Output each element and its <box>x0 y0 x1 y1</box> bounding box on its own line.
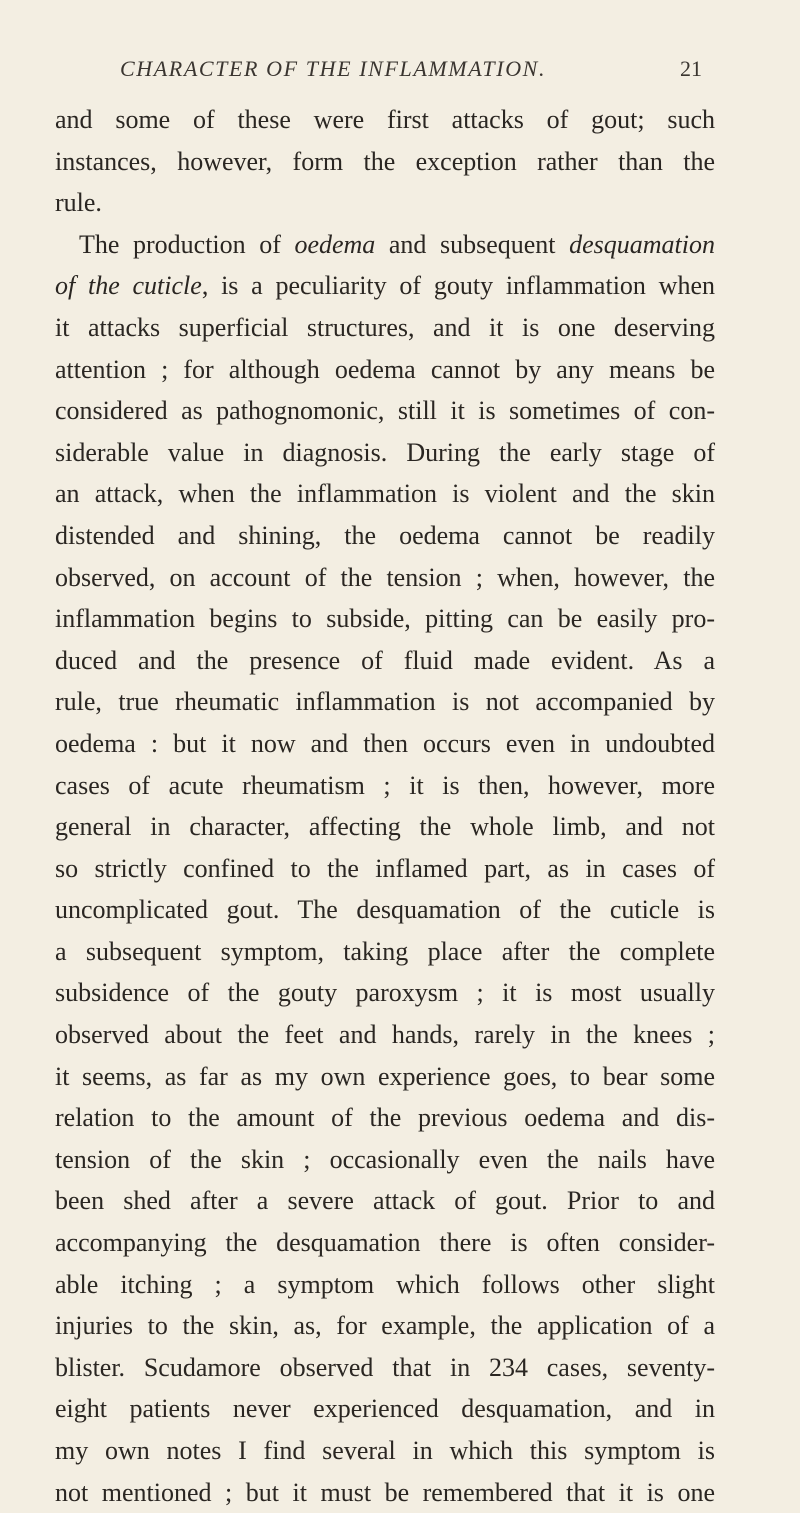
text-line: my own notes I find several in which this symptom is <box>55 1436 715 1465</box>
text-line: distended and shining, the oedema cannot be readily <box>55 520 715 550</box>
text-line: it attacks superficial structures, and it is one deserving <box>55 312 715 342</box>
text-line: observed about the feet and hands, rarely in the knees ; <box>55 1020 715 1050</box>
text-line: relation to the amount of the previous oedema and dis- <box>55 1103 715 1133</box>
page-number: 21 <box>680 56 702 81</box>
text-line: a subsequent symptom, taking place after the complete <box>55 936 715 966</box>
text-line: uncomplicated gout. The desquamation of the cuticle is <box>55 895 715 925</box>
text-line: attention ; for although oedema cannot by any means be <box>55 354 715 384</box>
text-line: observed, on account of the tension ; when, however, the <box>55 562 715 592</box>
text-line: it seems, as far as my own experience goes, to bear some <box>55 1061 715 1091</box>
text-line: not mentioned ; but it must be remembered that it is one <box>55 1477 715 1507</box>
text-line: and some of these were first attacks of gout; such <box>55 105 715 134</box>
text-line: considered as pathognomonic, still it is sometimes of con- <box>55 396 715 426</box>
text-line <box>55 265 715 307</box>
text-line <box>55 224 715 266</box>
text-line: oedema : but it now and then occurs even in undoubted <box>55 728 715 758</box>
text-line: injuries to the skin, as, for example, the application of a <box>55 1311 715 1341</box>
text-run: The production of <box>79 229 295 259</box>
text-line: cases of acute rheumatism ; it is then, however, more <box>55 770 715 800</box>
text-line: duced and the presence of fluid made evident. As a <box>55 645 715 675</box>
text-run: and subsequent <box>375 229 570 259</box>
text-run: , is a peculiarity of gouty inflammation when <box>201 271 715 301</box>
text-line: an attack, when the inflammation is violent and the skin <box>55 479 715 509</box>
text-line: general in character, affecting the whole limb, and not <box>55 812 715 842</box>
text-line: subsidence of the gouty paroxysm ; it is most usually <box>55 978 715 1008</box>
running-title: CHARACTER OF THE INFLAMMATION. <box>120 56 547 81</box>
text-line: blister. Scudamore observed that in 234 cases, seventy- <box>55 1352 715 1382</box>
text-line: inflammation begins to subside, pitting can be easily pro- <box>55 604 715 634</box>
text-line: rule. <box>55 188 102 218</box>
text-line: tension of the skin ; occasionally even the nails have <box>55 1144 715 1174</box>
text-line: instances, however, form the exception rather than the <box>55 146 715 176</box>
text-line: able itching ; a symptom which follows other slight <box>55 1269 715 1299</box>
text-line: eight patients never experienced desquamation, and in <box>55 1394 715 1424</box>
italic-term: of the cuticle <box>55 271 202 301</box>
italic-term: desquamation <box>569 229 715 259</box>
text-line: siderable value in diagnosis. During the early stage of <box>55 437 715 467</box>
italic-term: oedema <box>294 229 376 259</box>
text-line: been shed after a severe attack of gout. Prior to and <box>55 1186 715 1216</box>
text-line: so strictly confined to the inflamed part, as in cases of <box>55 853 715 883</box>
text-line: accompanying the desquamation there is often consider- <box>55 1228 715 1258</box>
text-line: rule, true rheumatic inflammation is not accompanied by <box>55 687 715 717</box>
body-text <box>55 99 715 1513</box>
page-header <box>108 56 702 92</box>
